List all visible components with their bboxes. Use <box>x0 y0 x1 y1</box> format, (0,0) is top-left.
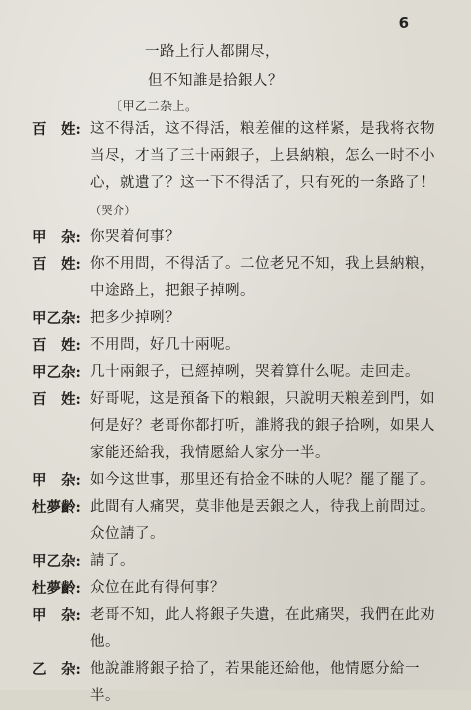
speech-content: 这不得活，这不得活，粮差催的这样紧，是我将衣物当尽，才当了三十兩銀子，上县納粮，怎么一时不小心，就遺了？这一下不得活了，只有死的一条路了！ <box>90 121 435 191</box>
dialogue-line <box>32 116 444 224</box>
speech-text: 好哥呢，这是預备下的粮銀，只說明天粮差到門，如何是好？老哥你都打听，誰將我的銀子拾咧，如果人家能还給我，我情愿給人家分一半。 <box>90 391 435 461</box>
speaker-name: 甲乙杂: <box>32 310 81 327</box>
stage-aside: （哭介） <box>90 204 136 217</box>
speaker-name: 甲乙杂: <box>32 364 81 381</box>
speaker-name: 杜夢齡: <box>32 580 81 597</box>
speech-text: 他說誰將銀子拾了，若果能还給他，他情愿分給一半。 <box>90 661 420 704</box>
speaker-name: 百 姓: <box>32 391 81 408</box>
dialogue-line <box>32 305 444 332</box>
dialogue-line <box>32 332 444 359</box>
dialogue-line <box>32 656 444 710</box>
speaker-name: 百 姓: <box>32 256 81 273</box>
dialogue-line <box>32 224 444 251</box>
dialogue-line <box>32 494 444 548</box>
speech-text: 老哥不知，此人将銀子失遺，在此痛哭，我們在此劝他。 <box>90 607 435 650</box>
page-number: 6 <box>398 14 409 32</box>
dialogue-line <box>32 251 444 305</box>
speaker-name: 甲乙杂: <box>32 553 81 570</box>
dialogue-line <box>32 602 444 656</box>
speaker-name: 甲 杂: <box>32 607 81 624</box>
speech-text: 把多少掉咧？ <box>90 310 180 326</box>
speech-text <box>90 116 444 224</box>
speech-text: 你不用問，不得活了。二位老兄不知，我上县納粮，中途路上，把銀子掉咧。 <box>90 256 435 299</box>
dialogue-line <box>32 386 444 467</box>
dialogue-line <box>32 359 444 386</box>
speaker-name: 百 姓: <box>32 121 81 138</box>
speaker-name: 乙 杂: <box>32 661 81 678</box>
speech-text: 請了。 <box>90 553 135 569</box>
speech-text: 你哭着何事？ <box>90 229 180 245</box>
dialogue-block <box>32 116 444 710</box>
verse-line-1: 一路上行人都開尽， <box>145 44 280 60</box>
speech-text: 众位在此有得何事？ <box>90 580 225 596</box>
speaker-name: 甲 杂: <box>32 229 81 246</box>
speaker-name: 百 姓: <box>32 337 81 354</box>
speech-text: 如今这世事，那里还有拾金不昧的人呢？罷了罷了。 <box>90 472 435 488</box>
speech-text: 此間有人痛哭，莫非他是丟銀之人，待我上前問过。众位請了。 <box>90 499 435 542</box>
speech-text: 几十兩銀子，已經掉咧，哭着算什么呢。走回走。 <box>90 364 420 380</box>
verse-line-2: 但不知誰是拾銀人？ <box>148 73 283 89</box>
dialogue-line <box>32 575 444 602</box>
speaker-name: 甲 杂: <box>32 472 81 489</box>
dialogue-line <box>32 467 444 494</box>
speaker-name: 杜夢齡: <box>32 499 81 516</box>
dialogue-line <box>32 548 444 575</box>
stage-direction: 〔甲乙二杂上。 <box>110 99 198 113</box>
speech-text: 不用問，好几十兩呢。 <box>90 337 240 353</box>
